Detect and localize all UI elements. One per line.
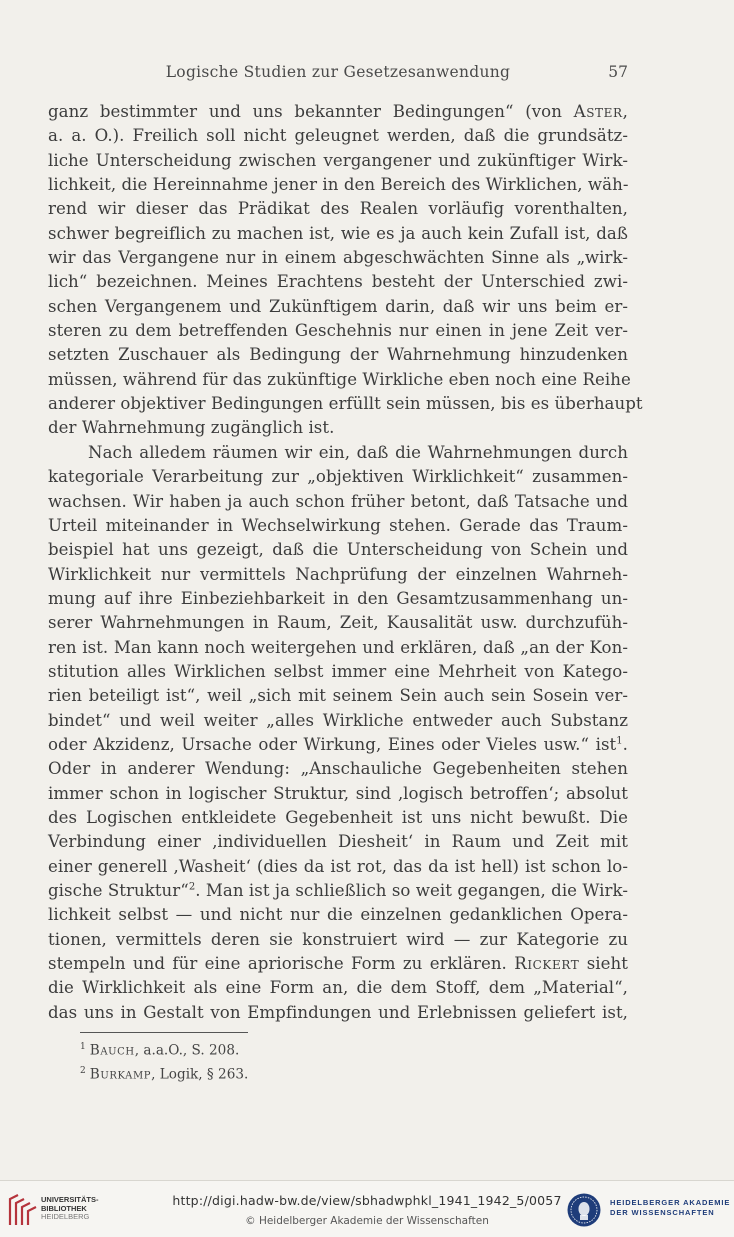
text-line: mung auf ihre Einbeziehbarkeit in den Gesamtzusammenhang un-: [48, 588, 628, 608]
library-name-line: UNIVERSITÄTS-: [41, 1195, 99, 1204]
academy-name-line: DER WISSENSCHAFTEN: [610, 1208, 715, 1217]
text-segment: sieht: [579, 954, 628, 974]
library-city: HEIDELBERG: [41, 1212, 90, 1221]
text-line: ren ist. Man kann noch weitergehen und erklären, daß „an der Kon-: [48, 637, 628, 657]
text-line: rend wir dieser das Prädikat des Realen vorläufig vorenthalten,: [48, 199, 628, 219]
text-line: schen Vergangenem und Zukünftigem darin, daß wir uns beim er-: [48, 296, 628, 316]
footnote-rule: [80, 1032, 248, 1033]
academy-name: [610, 1198, 730, 1218]
footnote-author: Bauch: [89, 1042, 135, 1059]
academy-seal-icon: [566, 1192, 602, 1228]
text-line: beispiel hat uns gezeigt, daß die Unterscheidung von Schein und: [48, 540, 628, 560]
footnote-number: 1: [80, 1042, 86, 1052]
page-number: 57: [608, 63, 628, 81]
text-line: anderer objektiver Bedingungen erfüllt sein müssen, bis es überhaupt: [48, 394, 643, 414]
text-segment: .: [622, 734, 628, 754]
footnote-ref: 2: [188, 881, 196, 893]
text-line: steren zu dem betreffenden Geschehnis nur einen in jene Zeit ver-: [48, 321, 628, 341]
text-line: liche Unterscheidung zwischen vergangener und zukünftiger Wirk-: [48, 150, 628, 170]
body-text: [48, 100, 643, 1025]
text-segment: oder Akzidenz, Ursache oder Wirkung, Eines oder Vieles usw.“ ist: [48, 734, 617, 754]
text-line: a. a. O.). Freilich soll nicht geleugnet werden, daß die grundsätz-: [48, 126, 628, 146]
text-line: stitution alles Wirklichen selbst immer eine Mehrheit von Katego-: [48, 661, 628, 681]
footnote: [80, 1037, 580, 1061]
text-segment: gische Struktur“: [48, 881, 189, 900]
text-line: Oder in anderer Wendung: „Anschauliche Gegebenheiten stehen: [48, 759, 628, 779]
footnotes: [80, 1037, 580, 1084]
text-line: rien beteiligt ist“, weil „sich mit seinem Sein auch sein Sosein ver-: [48, 686, 628, 706]
author-name: Aster: [573, 102, 623, 121]
text-line: schwer begreiflich zu machen ist, wie es ja auch kein Zufall ist, daß: [48, 223, 628, 243]
text-line: immer schon in logischer Struktur, sind ‚logisch betroffen‘; absolut: [48, 783, 628, 803]
text-segment: stempeln und für eine apriorische Form zu erklären.: [48, 954, 515, 974]
text-line: wir das Vergangene nur in einem abgeschwächten Sinne als „wirk-: [48, 248, 628, 268]
text-line: Nach alledem räumen wir ein, daß die Wahrnehmungen durch: [88, 442, 628, 462]
text-line: Wirklichkeit nur vermittels Nachprüfung der einzelnen Wahrneh-: [48, 564, 628, 584]
text-line: der Wahrnehmung zugänglich ist.: [48, 418, 335, 438]
text-line: [48, 879, 628, 903]
footnote-number: 2: [80, 1065, 86, 1076]
text-line: tionen, vermittels deren sie konstruiert wird — zur Kategorie zu: [48, 929, 628, 949]
text-line: serer Wahrnehmungen in Raum, Zeit, Kausalität usw. durchzufüh-: [48, 613, 628, 633]
text-line: des Logischen entkleidete Gegebenheit ist uns nicht bewußt. Die: [48, 807, 628, 827]
text-line: [48, 952, 628, 976]
text-segment: ,: [622, 102, 628, 121]
viewer-footer: [0, 1180, 734, 1237]
author-name: Rickert: [514, 954, 580, 974]
text-line: Verbindung einer ‚individuellen Diesheit‘ in Raum und Zeit mit: [48, 832, 628, 852]
text-line: bindet“ und weil weiter „alles Wirkliche entweder auch Substanz: [48, 710, 628, 730]
text-line: lich“ bezeichnen. Meines Erachtens besteht der Unterschied zwi-: [48, 272, 628, 292]
footnote-text: , Logik, § 263.: [151, 1066, 249, 1083]
text-line: wachsen. Wir haben ja auch schon früher betont, daß Tatsache und: [48, 491, 628, 511]
running-title: Logische Studien zur Gesetzesanwendung: [165, 63, 511, 81]
text-segment: ganz bestimmter und uns bekannter Bedingungen“ (von: [48, 102, 574, 121]
text-line: das uns in Gestalt von Empfindungen und Erlebnissen geliefert ist,: [48, 1002, 628, 1022]
text-line: lichkeit selbst — und nicht nur die einzelnen gedanklichen Opera-: [48, 905, 628, 925]
text-line: die Wirklichkeit als eine Form an, die dem Stoff, dem „Material“,: [48, 978, 628, 998]
text-line: müssen, während für das zukünftige Wirkliche eben noch eine Reihe: [48, 369, 631, 389]
text-line: lichkeit, die Hereinnahme jener in den Bereich des Wirklichen, wäh-: [48, 175, 629, 195]
text-line: Urteil miteinander in Wechselwirkung stehen. Gerade das Traum-: [48, 515, 628, 535]
source-url-link[interactable]: http://digi.hadw-bw.de/view/sbhadwphkl_1941_1942_5/0057: [172, 1193, 562, 1208]
footnote-ref: 1: [616, 735, 623, 747]
running-head: [48, 63, 628, 87]
text-line: [48, 733, 628, 757]
footnote: [80, 1061, 580, 1085]
text-segment: . Man ist ja schließlich so weit gegangen, die Wirk-: [195, 881, 628, 900]
text-line: setzten Zuschauer als Bedingung der Wahrnehmung hinzudenken: [48, 345, 628, 365]
copyright-notice: © Heidelberger Akademie der Wissenschaften: [245, 1215, 489, 1227]
text-line: kategoriale Verarbeitung zur „objektiven Wirklichkeit“ zusammen-: [48, 467, 628, 487]
library-name-line: BIBLIOTHEK: [41, 1203, 87, 1213]
text-line: einer generell ‚Washeit‘ (dies da ist rot, das da ist hell) ist schon lo-: [48, 856, 628, 876]
footnote-author: Burkamp: [89, 1066, 152, 1083]
academy-name-line: HEIDELBERGER AKADEMIE: [610, 1198, 731, 1207]
text-line: [48, 100, 628, 124]
footnote-text: , a.a.O., S. 208.: [134, 1042, 240, 1059]
